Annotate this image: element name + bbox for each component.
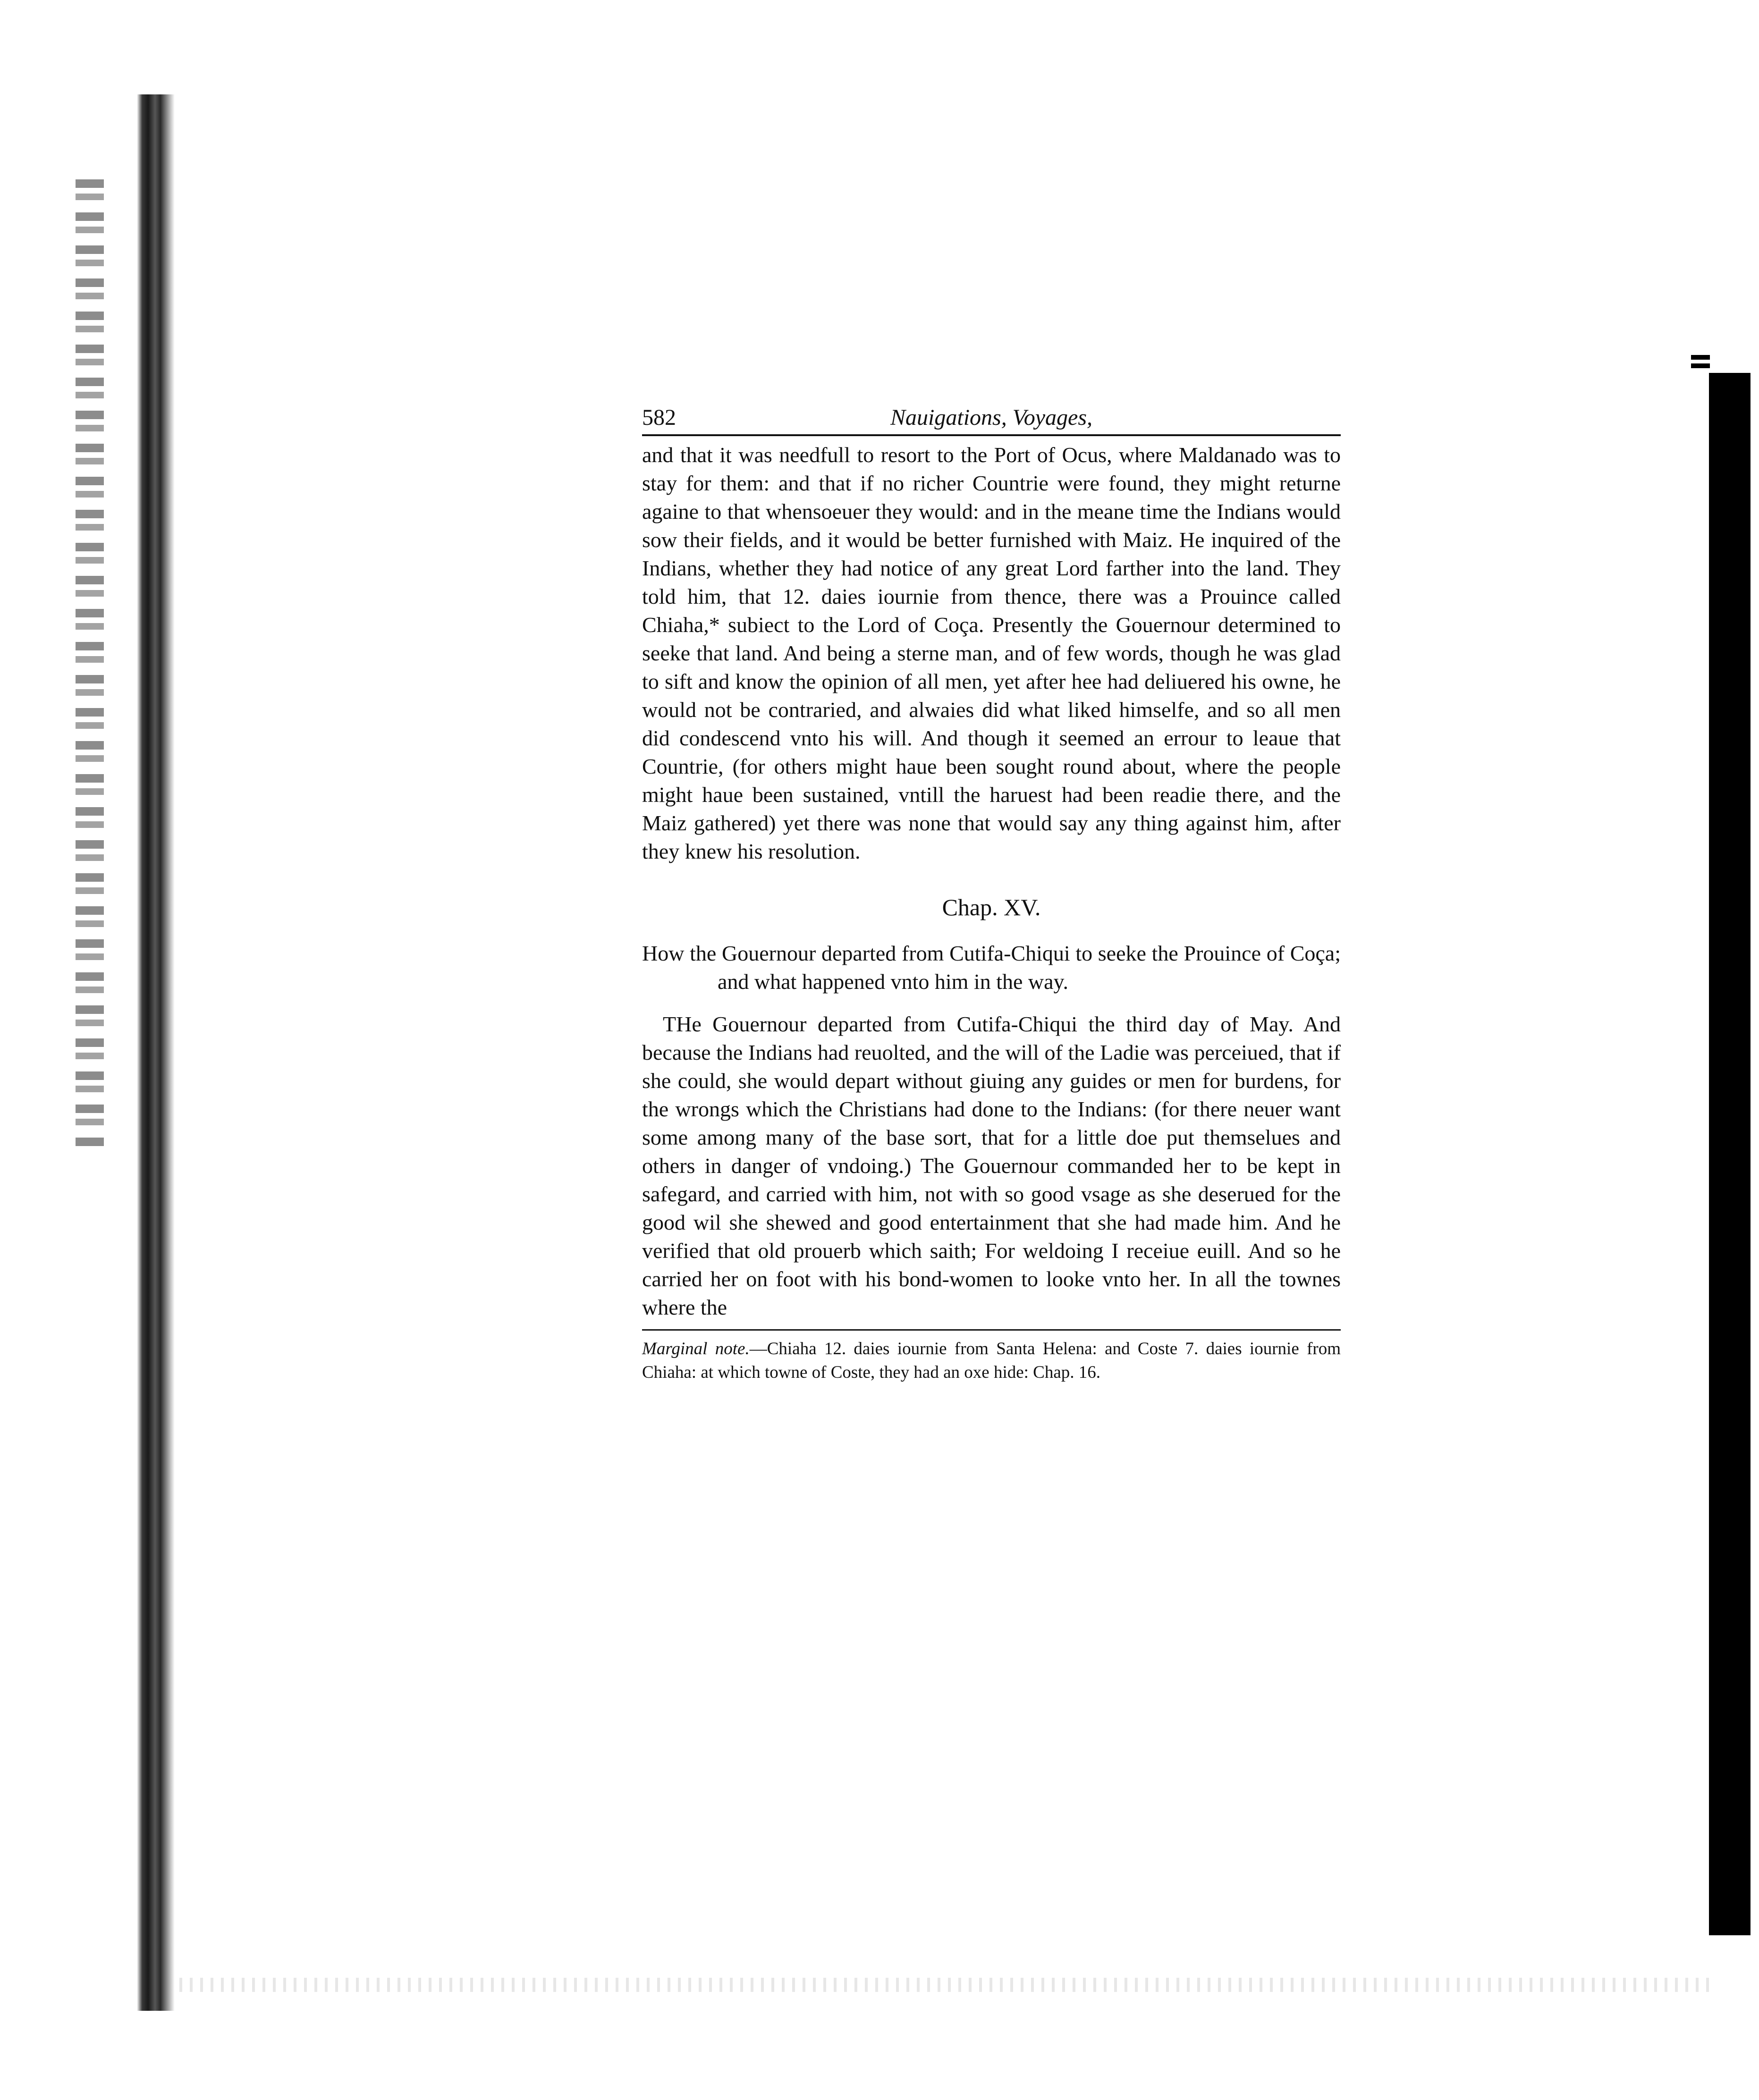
page-number: 582	[642, 405, 676, 430]
scan-smudge-bottom	[179, 1978, 1709, 1992]
marginal-note-text: —Chiaha 12. daies iournie from Santa Helena: and Coste 7. daies iournie from Chiaha: at which towne of Coste, they had an oxe hide: Chap. 16.	[642, 1339, 1341, 1382]
scan-mark	[1691, 355, 1710, 360]
scan-shadow-right	[1709, 373, 1751, 1935]
chapter-summary: How the Gouernour departed from Cutifa-Chiqui to seeke the Prouince of Coça; and what happened vnto him in the way.	[642, 941, 1341, 994]
body-paragraph: and that it was needfull to resort to the Port of Ocus, where Maldanado was to stay for them: and that if no richer Countrie were found, they might returne againe to that whensoeuer they would: and in the meane time the Indians would sow their fields, and it would be better furnished with Maiz. He inquired of the Indians, whether they had notice of any great Lord farther into the land. They told him, that 12. daies iournie from thence, there was a Prouince called Chiaha,* subiect to the Lord of Coça. Presently the Gouernour determined to seeke that land. And being a sterne man, and of few words, though he was glad to sift and know the opinion of all men, yet after hee had deliuered his owne, he would not be contraried, and alwaies did what liked himselfe, and so all men did condescend vnto his will. And though it seemed an errour to leaue that Countrie, (for others might haue been sought round about, where the people might haue been sustained, vntill the haruest had been readie there, and the Maiz gathered) yet there was none that would say any thing against him, after they knew his resolution.	[642, 443, 1341, 863]
marginal-note-label: Marginal note.	[642, 1339, 750, 1358]
marginal-note	[642, 1329, 1341, 1384]
running-title: Nauigations, Voyages,	[890, 405, 1092, 430]
scan-shadow-left	[137, 94, 175, 2011]
scan-mark	[1691, 363, 1710, 368]
body-paragraph: THe Gouernour departed from Cutifa-Chiqui the third day of May. And because the Indians had reuolted, and the will of the Ladie was perceiued, that if she could, she would depart without giuing any guides or men for burdens, for the wrongs which the Christians had done to the Indians: (for there neuer want some among many of the base sort, that for a little doe put themselues and others in danger of vndoing.) The Gouernour commanded her to be kept in safegard, and carried with him, not with so good vsage as she deserued for the good wil she shewed and good entertainment that she had made him. And he verified that old prouerb which saith; For weldoing I receiue euill. And so he carried her on foot with his bond-women to looke vnto her. In all the townes where the	[642, 1012, 1341, 1319]
book-page	[642, 401, 1341, 1384]
scan-shadow-left-faint	[76, 179, 104, 1147]
running-head	[642, 401, 1341, 436]
chapter-heading: Chap. XV.	[942, 894, 1041, 920]
